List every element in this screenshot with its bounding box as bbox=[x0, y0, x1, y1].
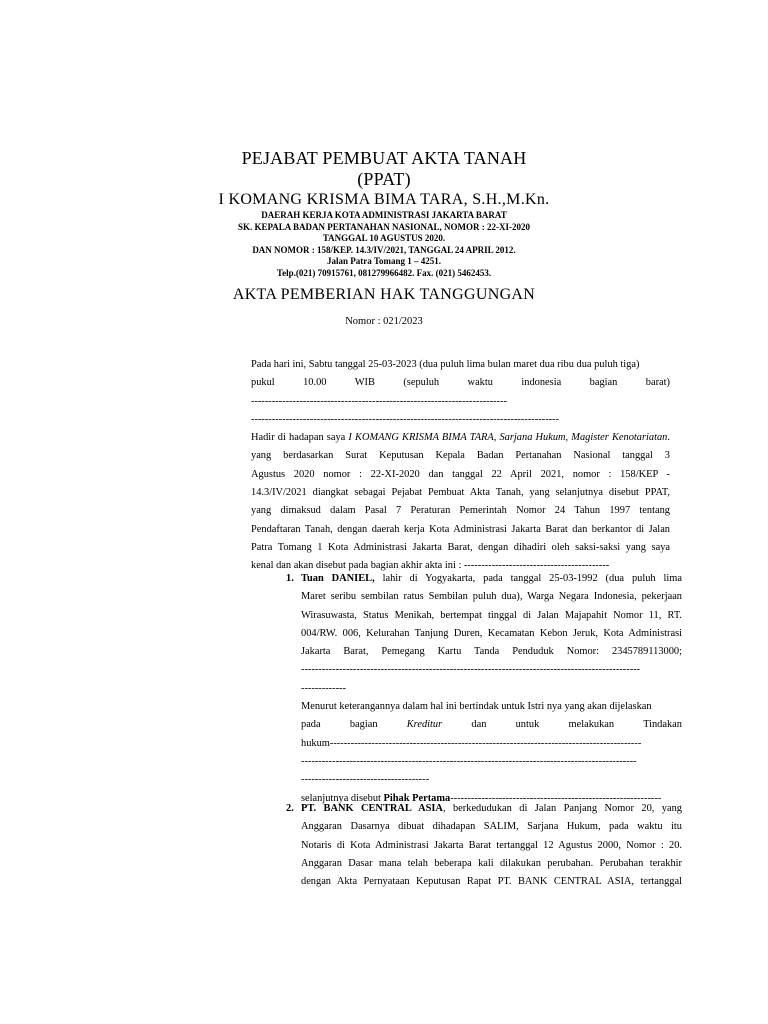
intro-text: . yang berdasarkan Surat Keputusan Kepala Badan Pertanahan Nasional tanggal 3 bbox=[251, 432, 670, 462]
opening-paragraph bbox=[251, 356, 670, 576]
party-number: 1. bbox=[286, 573, 294, 584]
separator-dashes: ------------------------------------------------------------- bbox=[450, 792, 662, 804]
party-1-body bbox=[301, 570, 682, 808]
header-line-nomor: DAN NOMOR : 158/KEP. 14.3/IV/2021, TANGGAL 24 APRIL 2012. bbox=[252, 244, 516, 255]
header-line-daerah: DAERAH KERJA KOTA ADMINISTRASI JAKARTA BARAT bbox=[261, 210, 507, 220]
letterhead bbox=[0, 148, 768, 279]
party-number: 2. bbox=[286, 803, 294, 814]
intro-line: Patra Tomang 1 Kota Administrasi Jakarta Barat, dengan dihadiri oleh saksi-saksi yang saya bbox=[251, 541, 670, 553]
separator-dashes: ----------------------------------------------------------------------------------------- bbox=[251, 413, 559, 425]
party-line: dengan Akta Pernyataan Keputusan Rapat PT. BANK CENTRAL ASIA, tertanggal bbox=[301, 876, 682, 888]
separator-dashes: -------------------------------------------------------------------------- bbox=[251, 395, 508, 407]
party-line: Anggaran Dasarnya dibuat dihadapan SALIM, Sarjana Hukum, pada waktu itu bbox=[301, 821, 682, 833]
party-line: Anggaran Dasar mana telah beberapa kali dilakukan perubahan. Perubahan terakhir bbox=[301, 857, 682, 869]
separator-dashes: ------------- bbox=[301, 682, 346, 694]
ppat-name-italic: I KOMANG KRISMA BIMA TARA, Sarjana Hukum, Magister Kenotariatan bbox=[348, 432, 668, 444]
pihak-pertama-term: Pihak Pertama bbox=[383, 792, 451, 804]
party-text: selanjutnya disebut bbox=[301, 792, 384, 804]
party-line: Jakarta Barat, Pemegang Kartu Tanda Penduduk Nomor: 2345789113000; bbox=[301, 646, 682, 658]
header-line-contact: Telp.(021) 70915761, 081279966482. Fax. (021) 5462453. bbox=[276, 267, 492, 278]
separator-dashes: ------------------------------------------------------------------------------------------------- bbox=[301, 755, 637, 767]
party-line: 004/RW. 006, Kelurahan Tanjung Duren, Kecamatan Kebon Jeruk, Kota Administrasi bbox=[301, 627, 682, 639]
party-text: dan untuk melakukan Tindakan bbox=[442, 719, 682, 731]
party-line bbox=[301, 800, 682, 818]
party-1 bbox=[286, 570, 682, 808]
intro-first-lines bbox=[251, 429, 670, 466]
opening-line: pukul 10.00 WIB (sepuluh waktu indonesia bagian barat) bbox=[251, 377, 670, 389]
header-line-sk: SK. KEPALA BADAN PERTANAHAN NASIONAL, NOMOR : 22-XI-2020 bbox=[237, 221, 531, 232]
separator-dashes: -------------------------------------------------------------------------------------------------- bbox=[301, 664, 641, 676]
party-2 bbox=[286, 800, 682, 891]
header-title-line1: PEJABAT PEMBUAT AKTA TANAH bbox=[241, 148, 527, 168]
separator-dashes: ------------------------------------- bbox=[301, 774, 430, 786]
party-text: pada bagian bbox=[301, 719, 407, 731]
party-line bbox=[301, 570, 682, 588]
document-title: AKTA PEMBERIAN HAK TANGGUNGAN bbox=[232, 286, 536, 303]
header-line-address: Jalan Patra Tomang 1 – 4251. bbox=[326, 256, 441, 266]
intro-line: yang dimaksud dalam Pasal 7 Peraturan Pemerintah Nomor 24 Tahun 1997 tentang bbox=[251, 505, 670, 517]
intro-line: Pendaftaran Tanah, dengan daerah kerja Kota Administrasi Jakarta Barat dan berkantor di Jalan bbox=[251, 523, 670, 535]
party-line bbox=[301, 716, 682, 734]
separator-dashes: hukum------------------------------------------------------------------------------------------ bbox=[301, 737, 642, 749]
ppat-name: I KOMANG KRISMA BIMA TARA, S.H.,M.Kn. bbox=[218, 191, 550, 208]
intro-line: 14.3/IV/2021 diangkat sebagai Pejabat Pembuat Akta Tanah, yang selanjutnya disebut PPAT, bbox=[251, 487, 670, 499]
party-name: Tuan DANIEL, bbox=[301, 573, 375, 584]
party-line: Wirasuwasta, Status Menikah, bertempat tinggal di Jalan Majapahit Nomor 11, RT. bbox=[301, 609, 682, 621]
intro-line: kenal dan akan disebut pada bagian akhir akta ini : ------------------------------------------ bbox=[251, 560, 610, 572]
intro-line: Agustus 2020 nomor : 22-XI-2020 dan tanggal 22 April 2021, nomor : 158/KEP - bbox=[251, 468, 670, 480]
kreditur-term: Kreditur bbox=[406, 719, 443, 731]
intro-text: Hadir di hadapan saya bbox=[251, 432, 349, 444]
party-text: lahir di Yogyakarta, pada tanggal 25-03-1992 (dua puluh lima bbox=[374, 573, 682, 584]
party-line: Notaris di Kota Administrasi Jakarta Barat tertanggal 12 Agustus 2000, Nomor : 20. bbox=[301, 839, 682, 851]
opening-line: Pada hari ini, Sabtu tanggal 25-03-2023 (dua puluh lima bulan maret dua ribu dua puluh tiga) bbox=[251, 359, 640, 370]
header-line-tanggal: TANGGAL 10 AGUSTUS 2020. bbox=[322, 233, 446, 243]
header-title-line2: (PPAT) bbox=[357, 169, 411, 189]
party-line: Maret seribu sembilan ratus Sembilan puluh dua), Warga Negara Indonesia, pekerjaan bbox=[301, 591, 682, 603]
party-text: , berkedudukan di Jalan Panjang Nomor 20, yang bbox=[442, 803, 682, 814]
party-2-body bbox=[301, 800, 682, 891]
document-number: Nomor : 021/2023 bbox=[345, 316, 423, 327]
party-name: PT. BANK CENTRAL ASIA bbox=[301, 803, 443, 814]
party-line: Menurut keterangannya dalam hal ini bertindak untuk Istri nya yang akan dijelaskan bbox=[301, 701, 652, 713]
